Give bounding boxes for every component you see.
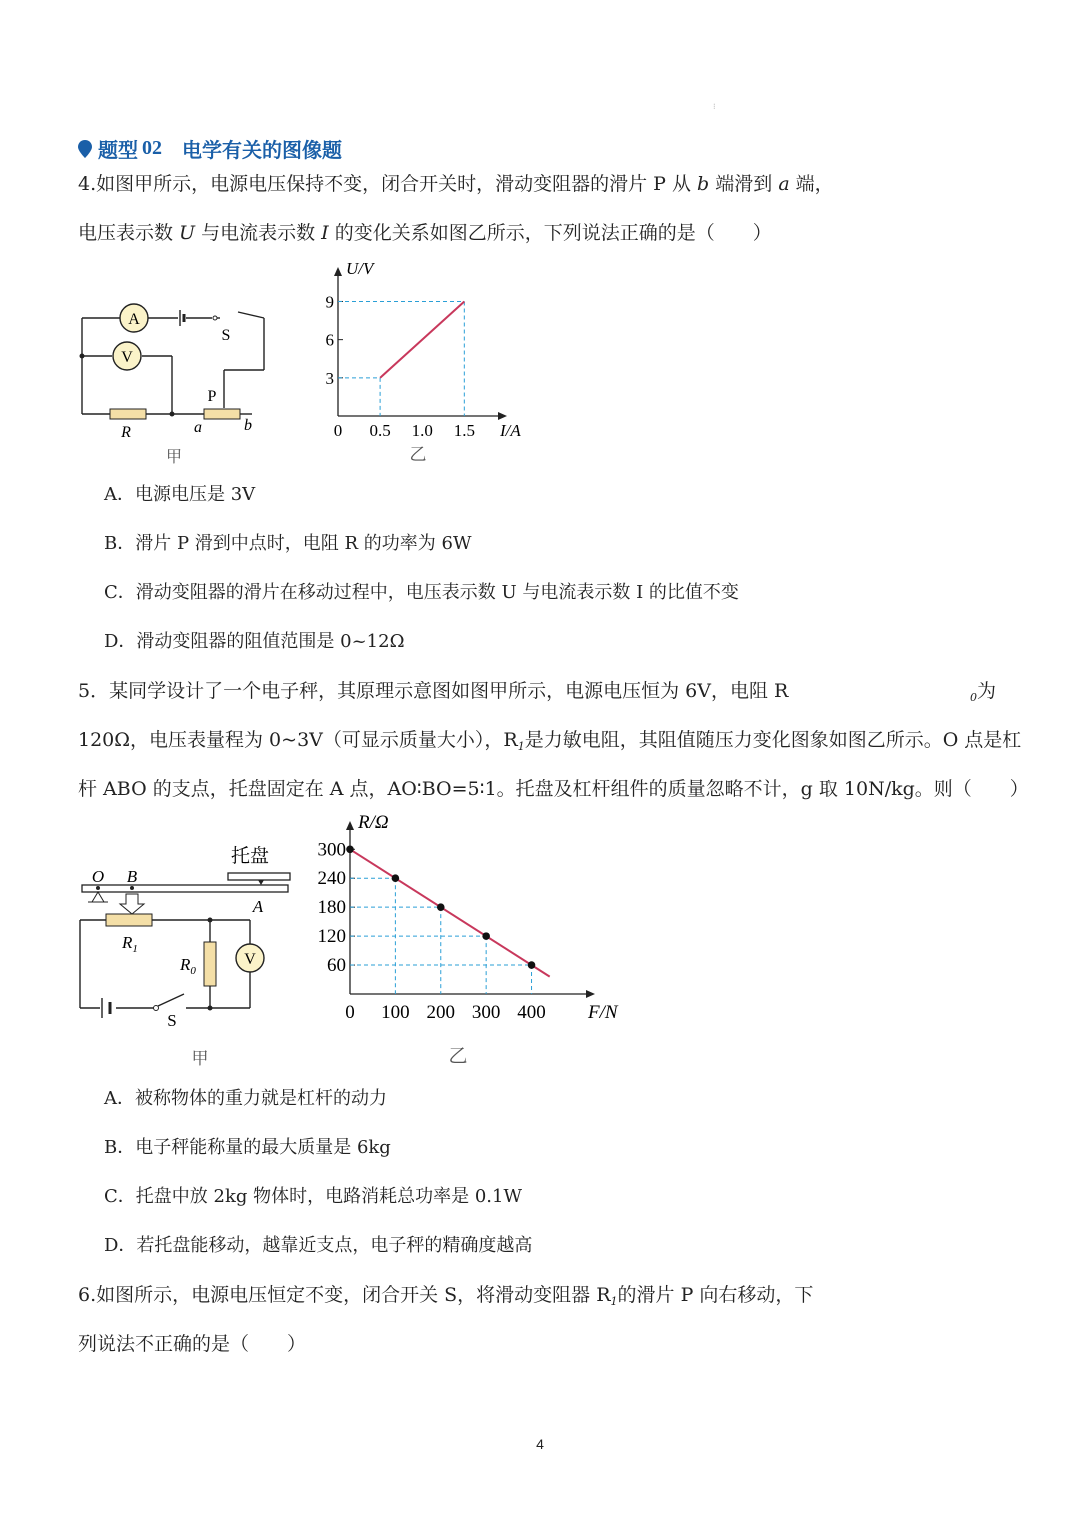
x-tick-label: 400 (517, 1002, 546, 1023)
x-axis-label: F/N (588, 1002, 618, 1023)
resistor-label: R (121, 424, 131, 441)
tray-label: 托盘 (230, 845, 270, 867)
data-point (392, 874, 400, 882)
section-label: 题型 (98, 138, 138, 162)
q6-stem-line1: 6.如图所示，电源电压恒定不变，闭合开关 S，将滑动变阻器 $R_1$的滑片 P 向右移动，下 (78, 1284, 814, 1308)
pivot-o-label: O (91, 867, 105, 886)
y-tick-label: 3 (325, 368, 334, 388)
q5-switch-label: S (167, 1011, 177, 1030)
data-point (346, 845, 354, 853)
y-tick-label: 300 (317, 839, 346, 861)
q5-option-b: B．电子秤能称量的最大质量是 6kg (104, 1137, 391, 1158)
q5-stem-line1: 5．某同学设计了一个电子秤，其原理示意图如图甲所示，电源电压恒为 6V，电阻 R (78, 680, 789, 702)
y-tick-label: 120 (317, 926, 346, 948)
x-tick-label: 200 (426, 1002, 456, 1023)
y-tick-label: 240 (317, 868, 346, 890)
end-a-label: a (194, 419, 202, 436)
x-axis-arrow (498, 412, 507, 420)
x-tick-label: 300 (471, 1002, 501, 1023)
data-line (380, 301, 464, 377)
r1-label: $R_1$ (122, 933, 138, 955)
q5-fig-jia-label: 甲 (191, 1049, 209, 1069)
q5-rf-graph (308, 812, 618, 1070)
q5-option-d: D．若托盘能移动，越靠近支点，电子秤的精确度越高 (104, 1235, 533, 1256)
q4-option-b: B．滑片 P 滑到中点时，电阻 R 的功率为 6W (104, 533, 472, 554)
y-axis-arrow (346, 821, 354, 830)
q5-stem-line1-end: $_0$为 (970, 680, 997, 704)
q4-option-d: D．滑动变阻器的阻值范围是 0~12Ω (104, 631, 405, 652)
x-tick-label: 0.5 (369, 421, 391, 440)
x-tick-label: 100 (381, 1002, 410, 1023)
q4-option-a: A．电源电压是 3V (104, 484, 256, 505)
page-number: 4 (536, 1436, 544, 1452)
q5-option-c: C．托盘中放 2kg 物体时，电路消耗总功率是 0.1W (104, 1186, 522, 1207)
chart-caption: 乙 (409, 445, 427, 465)
r0-label: $R_0$ (180, 955, 196, 977)
q4-circuit-diagram (72, 290, 272, 470)
q5-stem-line2: 120Ω，电压表量程为 0~3V（可显示质量大小），$R_1$是力敏电阻，其阻值随压力变化图象如图乙所示。O 点是杠 (78, 729, 1022, 753)
x-tick-label: 0 (333, 421, 343, 440)
section-number: 02 (142, 137, 162, 159)
point-b-label: B (126, 867, 138, 886)
data-point (528, 961, 536, 969)
y-axis-label: U/V (346, 259, 374, 278)
data-point (482, 932, 490, 940)
q5-voltmeter-label: V (244, 951, 256, 968)
switch-label: S (221, 327, 231, 344)
y-axis-label: R/Ω (358, 812, 389, 833)
y-tick-label: 60 (327, 955, 346, 977)
voltmeter-label: V (121, 349, 133, 366)
q4-stem-line2: 电压表示数 U 与电流表示数 I 的变化关系如图乙所示，下列说法正确的是（ ） (78, 222, 772, 244)
x-tick-label: 0 (345, 1002, 355, 1023)
x-axis-arrow (586, 990, 595, 998)
x-tick-label: 1.5 (453, 421, 475, 440)
q5-option-a: A．被称物体的重力就是杠杆的动力 (104, 1088, 387, 1109)
y-tick-label: 9 (325, 292, 334, 312)
q6-stem-line2: 列说法不正确的是（ ） (78, 1333, 307, 1355)
section-title: 电学有关的图像题 (182, 138, 342, 162)
data-point (437, 903, 445, 911)
location-pin-icon (78, 140, 92, 158)
y-tick-label: 6 (325, 330, 334, 350)
end-b-label: b (244, 417, 252, 434)
chart-caption: 乙 (448, 1045, 468, 1067)
q4-ui-graph (318, 258, 528, 470)
y-axis-arrow (334, 267, 342, 276)
x-tick-label: 1.0 (411, 421, 433, 440)
fig-jia-label: 甲 (165, 447, 183, 466)
slider-label: P (207, 388, 217, 405)
y-tick-label: 180 (317, 897, 346, 919)
point-a-label: A (252, 897, 264, 916)
q5-scale-circuit-diagram (72, 838, 302, 1074)
scan-mark: ⁝ (713, 102, 716, 111)
q4-option-c: C．滑动变阻器的滑片在移动过程中，电压表示数 U 与电流表示数 I 的比值不变 (104, 582, 739, 603)
data-line (350, 849, 550, 976)
q5-stem-line3: 杆 ABO 的支点，托盘固定在 A 点，AO∶BO=5∶1。托盘及杠杆组件的质量忽略不计，g 取 10N/kg。则（ ） (78, 778, 1029, 800)
q4-stem-line1: 4.如图甲所示，电源电压保持不变，闭合开关时，滑动变阻器的滑片 P 从 b 端滑到 a 端， (78, 173, 834, 195)
section-header (78, 134, 342, 163)
x-axis-label: I/A (500, 421, 521, 440)
ammeter-label: A (128, 311, 140, 328)
